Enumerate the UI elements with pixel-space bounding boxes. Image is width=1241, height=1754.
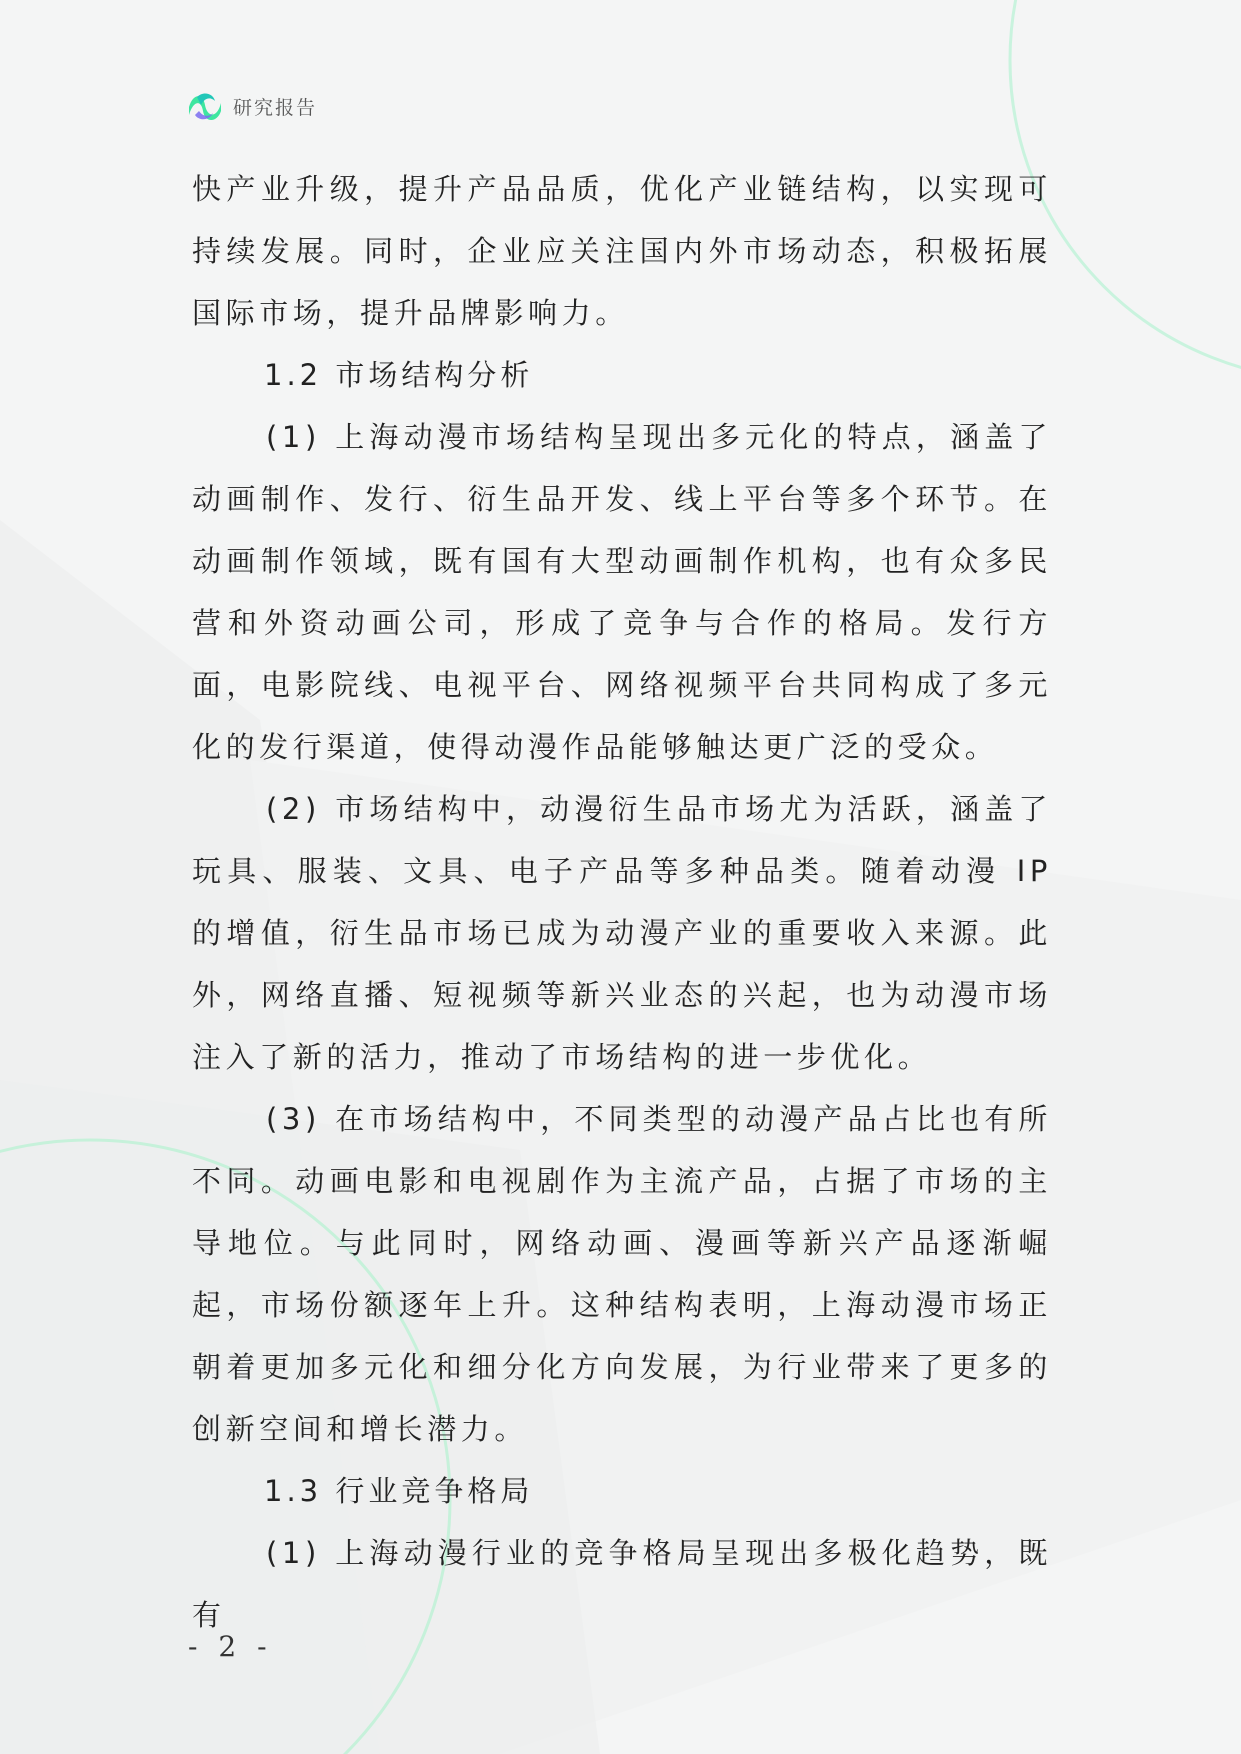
logo-icon — [187, 89, 223, 123]
page-number: - 2 - — [188, 1630, 273, 1663]
paragraph-2: (2) 市场结构中，动漫衍生品市场尤为活跃，涵盖了玩具、服装、文具、电子产品等多种品类。随着动漫 IP 的增值，衍生品市场已成为动漫产业的重要收入来源。此外，网络直播、短视频等新兴业态的兴起，也为动漫市场注入了新的活力，推动了市场结构的进一步优化。 — [192, 792, 1052, 1074]
paragraph-4: (1) 上海动漫行业的竞争格局呈现出多极化趋势，既有 — [192, 1536, 1052, 1632]
section-heading-1-2: 1.2 市场结构分析 — [264, 358, 534, 392]
paragraph-1: (1) 上海动漫市场结构呈现出多元化的特点，涵盖了动画制作、发行、衍生品开发、线上平台等多个环节。在动画制作领域，既有国有大型动画制作机构，也有众多民营和外资动画公司，形成了竞争与合作的格局。发行方面，电影院线、电视平台、网络视频平台共同构成了多元化的发行渠道，使得动漫作品能够触达更广泛的受众。 — [192, 420, 1052, 764]
paragraph-continued: 快产业升级，提升产品品质，优化产业链结构，以实现可持续发展。同时，企业应关注国内外市场动态，积极拓展国际市场，提升品牌影响力。 — [192, 172, 1052, 330]
document-body — [192, 158, 1052, 1646]
report-header — [187, 86, 317, 126]
paragraph-3: (3) 在市场结构中，不同类型的动漫产品占比也有所不同。动画电影和电视剧作为主流产品，占据了市场的主导地位。与此同时，网络动画、漫画等新兴产品逐渐崛起，市场份额逐年上升。这种结构表明，上海动漫市场正朝着更加多元化和细分化方向发展，为行业带来了更多的创新空间和增长潜力。 — [192, 1102, 1052, 1446]
section-heading-1-3: 1.3 行业竞争格局 — [264, 1474, 534, 1508]
header-label: 研究报告 — [233, 96, 318, 119]
